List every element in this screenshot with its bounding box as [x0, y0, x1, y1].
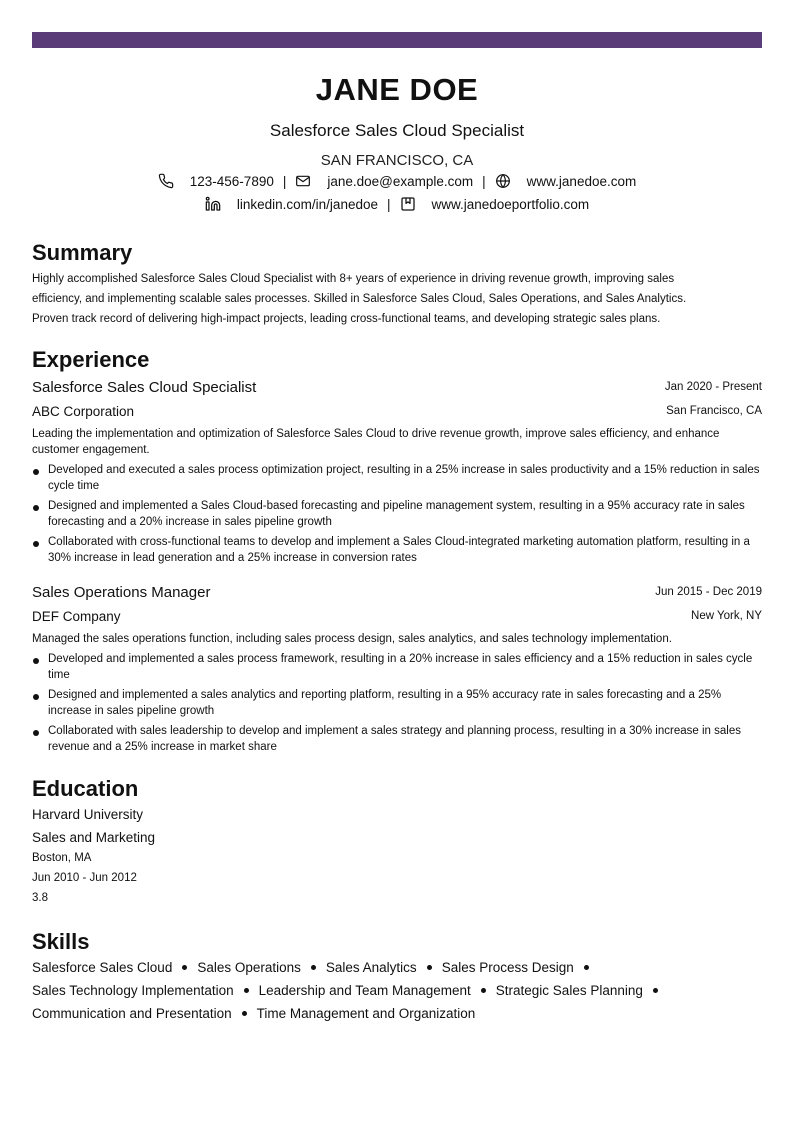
job-location: New York, NY: [691, 610, 762, 622]
bullet-icon: [33, 658, 39, 664]
education-gpa: 3.8: [32, 892, 48, 904]
job-title: Salesforce Sales Cloud Specialist: [32, 379, 257, 396]
job-location: San Francisco, CA: [666, 405, 762, 417]
skills-line: [32, 983, 668, 998]
skill-item: Sales Operations: [197, 960, 301, 975]
accent-bar: [32, 32, 762, 48]
job-title: Sales Operations Manager: [32, 584, 211, 601]
job-company: DEF Company: [32, 609, 121, 624]
education-field: Sales and Marketing: [32, 830, 156, 845]
linkedin-icon: [205, 196, 221, 212]
mail-icon: [295, 173, 311, 189]
contact-separator: |: [386, 196, 391, 212]
bullet-icon: [427, 965, 432, 970]
education-heading: Education: [32, 776, 139, 801]
list-item: [32, 462, 762, 494]
bullet-icon: [311, 965, 316, 970]
bullet-text: Developed and executed a sales process optimization project, resulting in a 25% increase in sales productivity and a 15% reduction in sales cycle time: [48, 464, 760, 492]
candidate-location: SAN FRANCISCO, CA: [320, 152, 474, 169]
skill-item: Sales Technology Implementation: [32, 983, 234, 998]
phone-number[interactable]: 123-456-7890: [189, 173, 274, 189]
bullet-icon: [182, 965, 187, 970]
bullet-icon: [244, 988, 249, 993]
bullet-text: Designed and implemented a sales analytics and reporting platform, resulting in a 95% accuracy rate in sales forecasting and a 25% increase in sales pipeline growth: [48, 689, 722, 717]
summary-line: Proven track record of delivering high-impact projects, leading cross-functional teams, and developing strategic sales plans.: [32, 313, 661, 325]
job-bullets: [32, 462, 762, 570]
job-description: Leading the implementation and optimization of Salesforce Sales Cloud to drive revenue growth, improve sales efficiency, and enhance customer engagement.: [32, 428, 720, 456]
list-item: [32, 651, 762, 683]
skill-item: Communication and Presentation: [32, 1006, 232, 1021]
job-dates: Jun 2015 - Dec 2019: [655, 586, 762, 598]
bullet-icon: [33, 469, 39, 475]
skills-line: [32, 960, 599, 975]
bullet-icon: [584, 965, 589, 970]
job-company: ABC Corporation: [32, 404, 135, 419]
email-link[interactable]: jane.doe@example.com: [327, 173, 474, 189]
skills-line: [32, 1006, 475, 1021]
skill-item: Time Management and Organization: [256, 1006, 476, 1021]
bullet-text: Collaborated with cross-functional teams to develop and implement a Sales Cloud-integrated marketing automation platform, resulting in a 30% increase in lead generation and a 25% increase in conversion rates: [48, 536, 750, 564]
list-item: [32, 498, 762, 530]
bullet-icon: [481, 988, 486, 993]
skill-item: Strategic Sales Planning: [495, 983, 643, 998]
summary-heading: Summary: [32, 240, 133, 265]
summary-line: efficiency, and implementing scalable sales processes. Skilled in Salesforce Sales Cloud, Sales Operations, and Sales Analytics.: [32, 293, 687, 305]
bullet-text: Developed and implemented a sales process framework, resulting in a 20% increase in sales efficiency and a 15% reduction in sales cycle time: [48, 653, 753, 681]
portfolio-link[interactable]: www.janedoeportfolio.com: [431, 196, 590, 212]
skills-heading: Skills: [32, 929, 90, 954]
contact-row-primary: [32, 173, 762, 189]
phone-icon: [158, 173, 174, 189]
job-bullets: [32, 651, 762, 759]
bullet-text: Designed and implemented a Sales Cloud-based forecasting and pipeline management system, resulting in a 95% accuracy rate in sales forecasting and a 20% increase in sales pipeline growth: [48, 500, 745, 528]
list-item: [32, 723, 762, 755]
experience-heading: Experience: [32, 347, 150, 372]
bullet-icon: [33, 505, 39, 511]
education-location: Boston, MA: [32, 852, 92, 864]
portfolio-icon: [400, 196, 416, 212]
summary-text: [32, 269, 762, 329]
bullet-icon: [653, 988, 658, 993]
list-item: [32, 534, 762, 566]
education-dates: Jun 2010 - Jun 2012: [32, 872, 137, 884]
candidate-title: Salesforce Sales Cloud Specialist: [269, 121, 525, 140]
skill-item: Sales Analytics: [325, 960, 417, 975]
bullet-icon: [33, 730, 39, 736]
skill-item: Leadership and Team Management: [258, 983, 471, 998]
job-description: Managed the sales operations function, including sales process design, sales analytics, and sales technology implementation.: [32, 633, 672, 645]
list-item: [32, 687, 762, 719]
bullet-icon: [33, 541, 39, 547]
website-link[interactable]: www.janedoe.com: [526, 173, 637, 189]
bullet-text: Collaborated with sales leadership to develop and implement a sales strategy and planning process, resulting in a 30% increase in sales revenue and a 25% increase in market share: [48, 725, 741, 753]
summary-line: Highly accomplished Salesforce Sales Cloud Specialist with 8+ years of experience in driving revenue growth, improving sales: [32, 273, 675, 285]
contact-separator: |: [282, 173, 287, 189]
linkedin-link[interactable]: linkedin.com/in/janedoe: [236, 196, 378, 212]
contact-separator: |: [482, 173, 486, 189]
job-dates: Jan 2020 - Present: [664, 381, 762, 393]
bullet-icon: [33, 694, 39, 700]
skill-item: Sales Process Design: [441, 960, 574, 975]
skill-item: Salesforce Sales Cloud: [32, 960, 173, 975]
education-school: Harvard University: [32, 807, 144, 822]
contact-row-secondary: [32, 196, 762, 212]
globe-icon: [495, 173, 511, 189]
candidate-name: JANE DOE: [315, 72, 479, 107]
bullet-icon: [242, 1011, 247, 1016]
